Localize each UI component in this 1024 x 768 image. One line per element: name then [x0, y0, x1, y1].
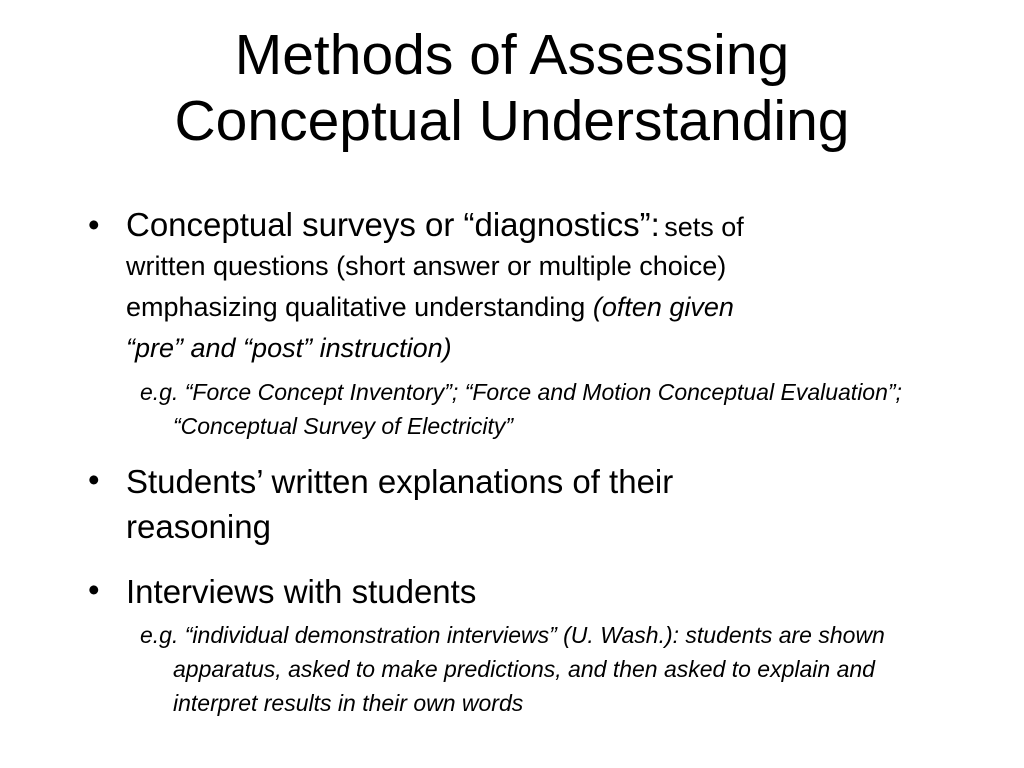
bullet-marker: •: [88, 571, 100, 608]
bullet-2-line-2: reasoning: [126, 508, 271, 545]
title-line-2: Conceptual Understanding: [174, 89, 850, 153]
title-line-1: Methods of Assessing: [234, 23, 790, 87]
bullet-1-line-3-plain: emphasizing qualitative understanding: [126, 292, 586, 322]
bullet-conceptual-surveys: [88, 204, 988, 369]
bullet-3-example: e.g. “individual demonstration interviews” (U. Wash.): students are shown apparatus, asked to make predictions, and then asked to explain and interpret results in their own words: [140, 622, 885, 716]
bullet-1-example: e.g. “Force Concept Inventory”; “Force and Motion Conceptual Evaluation”; “Conceptual Survey of Electricity”: [140, 379, 902, 439]
slide-body: [88, 204, 988, 720]
bullet-interviews: [88, 569, 988, 614]
bullet-1-rest: sets of: [664, 212, 744, 242]
bullet-1-line-2: written questions (short answer or multiple choice): [126, 251, 727, 281]
bullet-3-text: Interviews with students: [126, 573, 477, 610]
slide-title: [0, 22, 1024, 154]
bullet-1-line-3-italic: (often given: [592, 292, 734, 322]
bullet-written-explanations: [88, 459, 988, 549]
bullet-marker: •: [88, 461, 100, 498]
bullet-1-line-3: [126, 287, 988, 328]
bullet-1-line-4: “pre” and “post” instruction): [126, 333, 452, 363]
bullet-2-line-1: Students’ written explanations of their: [126, 463, 674, 500]
bullet-1-lead: Conceptual surveys or “diagnostics”:: [126, 206, 660, 243]
bullet-marker: •: [88, 206, 100, 243]
